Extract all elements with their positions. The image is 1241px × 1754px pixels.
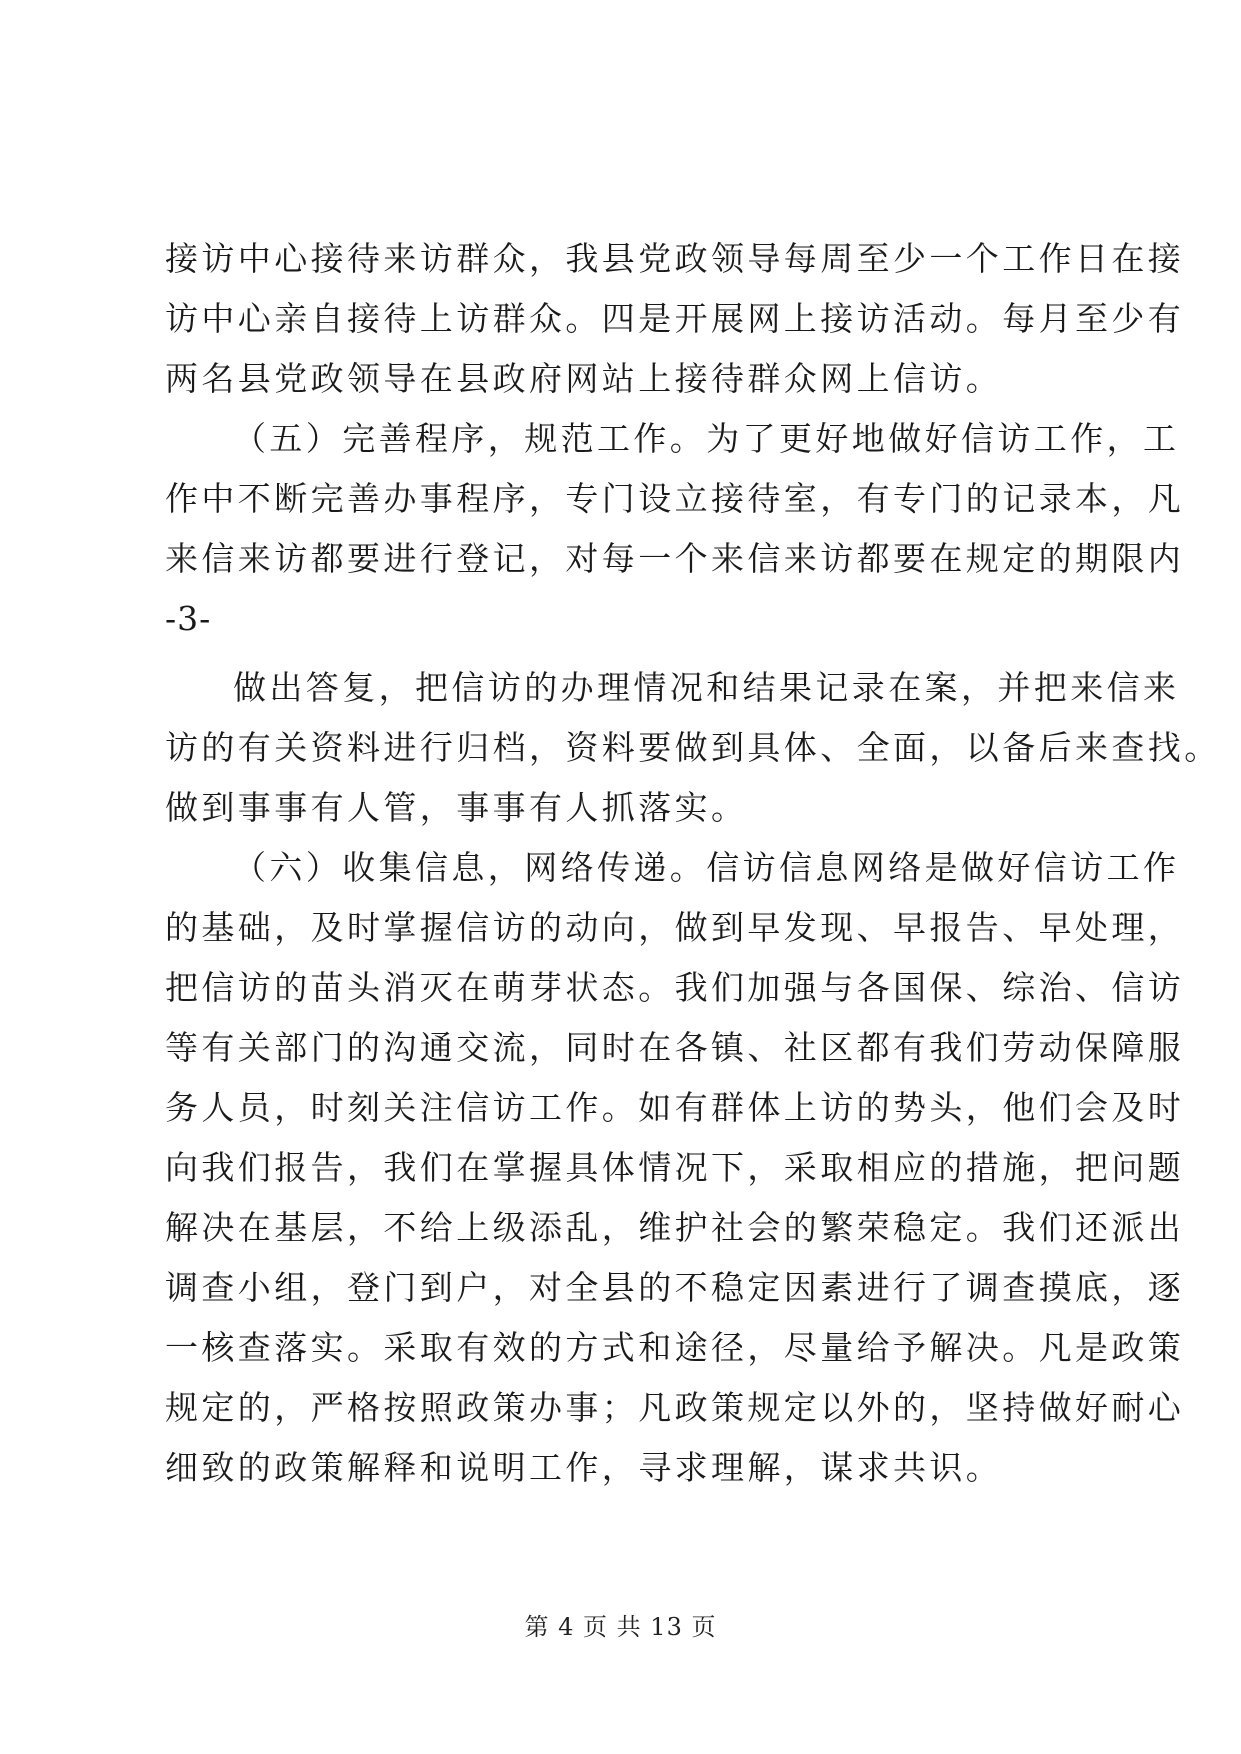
body-text-line: 细致的政策解释和说明工作，寻求理解，谋求共识。 — [165, 1448, 1003, 1487]
body-text-line: 作中不断完善办事程序，专门设立接待室，有专门的记录本，凡 — [165, 479, 1185, 518]
body-text-line: 调查小组，登门到户，对全县的不稳定因素进行了调查摸底，逐 — [165, 1268, 1185, 1307]
body-text-line: 访中心亲自接待上访群众。四是开展网上接访活动。每月至少有 — [165, 299, 1185, 338]
body-text-line: 规定的，严格按照政策办事；凡政策规定以外的，坚持做好耐心 — [165, 1388, 1185, 1427]
body-text-line: （五）完善程序，规范工作。为了更好地做好信访工作，工 — [233, 419, 1180, 458]
body-text-line: 来信来访都要进行登记，对每一个来信来访都要在规定的期限内 — [165, 539, 1185, 578]
body-text-line: 接访中心接待来访群众，我县党政领导每周至少一个工作日在接 — [165, 239, 1185, 278]
page-marker: -3- — [165, 599, 212, 638]
body-text-line: 等有关部门的沟通交流，同时在各镇、社区都有我们劳动保障服 — [165, 1028, 1185, 1067]
body-text-line: 务人员，时刻关注信访工作。如有群体上访的势头，他们会及时 — [165, 1088, 1185, 1127]
body-text-line: 做出答复，把信访的办理情况和结果记录在案，并把来信来 — [233, 668, 1180, 707]
body-text-line: 一核查落实。采取有效的方式和途径，尽量给予解决。凡是政策 — [165, 1328, 1185, 1367]
body-text-line: 做到事事有人管，事事有人抓落实。 — [165, 788, 748, 827]
body-text-line: 访的有关资料进行归档，资料要做到具体、全面，以备后来查找。 — [165, 728, 1221, 767]
body-text-line: 的基础，及时掌握信访的动向，做到早发现、早报告、早处理， — [165, 908, 1185, 947]
body-text-line: 向我们报告，我们在掌握具体情况下，采取相应的措施，把问题 — [165, 1148, 1185, 1187]
body-text-line: 两名县党政领导在县政府网站上接待群众网上信访。 — [165, 359, 1003, 398]
body-text-line: （六）收集信息，网络传递。信访信息网络是做好信访工作 — [233, 848, 1180, 887]
page-footer: 第 4 页 共 13 页 — [524, 1613, 717, 1641]
body-text-line: 把信访的苗头消灭在萌芽状态。我们加强与各国保、综治、信访 — [165, 968, 1185, 1007]
body-text-line: 解决在基层，不给上级添乱，维护社会的繁荣稳定。我们还派出 — [165, 1208, 1185, 1247]
